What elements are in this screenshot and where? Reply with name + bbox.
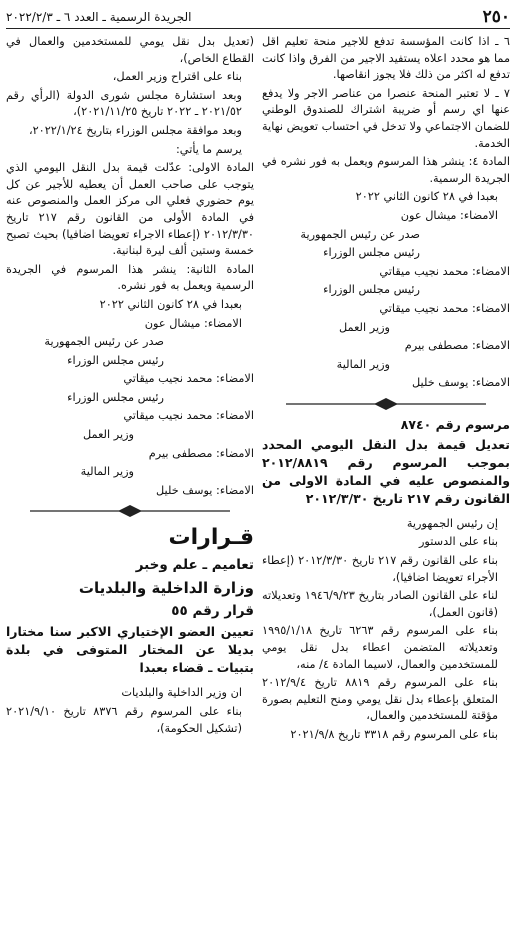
gazette-issue-info: الجريدة الرسمية ـ العدد ٦ ـ ٢٠٢٢/٢/٣ [6,10,192,24]
finance-minister-title: وزير المالية [336,357,390,371]
labor-minister-title-2: وزير العمل [83,428,134,442]
section-title: قـرارات [168,525,254,551]
decision-title: تعيين العضو الإختياري الاكبر سنا مختارا بديلا عن المختار المتوفى في بلدة بتبيات ـ قضاء بعبدا [6,624,254,676]
recital-7: (تعديل بدل نقل يومي للمستخدمين والعمال في القطاع الخاص)، [6,35,254,65]
article-4: المادة ٤: ينشر هذا المرسوم ويعمل به فور نشره في الجريدة الرسمية. [262,155,510,185]
recital-10: وبعد موافقة مجلس الوزراء بتاريخ ٢٠٢٢/١/٢٤، [28,123,242,137]
signing-date: بعبدا في ٢٨ كانون الثاني ٢٠٢٢ [355,190,498,204]
finance-minister-title-2: وزير المالية [80,465,134,479]
page-number: ٢٥٠ [482,7,510,27]
pm-title: رئيس مجلس الوزراء [323,246,420,260]
left-column [6,34,254,739]
recital-1: بناء على الدستور [418,535,498,549]
item-7: ٧ ـ لا تعتبر المنحة عنصرا من عناصر الاجر ولا يدفع عنها اي رسم أو ضريبة اشتراك للصندوق الوطني للضمان الاجتماعي ولا تدخل في احتساب تعويض نهاية الخدمة. [262,86,510,150]
page-header [6,6,510,29]
pm-title-4: رئيس مجلس الوزراء [67,390,164,404]
separator-ornament-2 [30,505,230,517]
item-6: ٦ ـ اذا كانت المؤسسة تدفع للاجير منحة تعليم اقل مما هو محدد اعلاه يستفيد الاجير من الفرق واذا كانت تدفع له اكثر من ذلك فلا يجوز انقاصها. [262,35,510,82]
signature-aoun: الامضاء: ميشال عون [400,208,498,222]
decrees-line: يرسم ما يأتي: [176,142,242,156]
recital-2: بناء على القانون رقم ٢١٧ تاريخ ٢٠١٢/٣/٣٠ (إعطاء الأجراء تعويضا اضافيا)، [262,554,498,584]
recital-6: بناء على المرسوم رقم ٣٣١٨ تاريخ ٢٠٢١/٩/٨ [290,728,498,741]
separator-ornament [286,398,486,410]
signature-khalil: الامضاء: يوسف خليل [412,376,510,390]
recital-5: بناء على المرسوم رقم ٨٨١٩ تاريخ ٢٠١٢/٩/٤ المتعلق بإعطاء بدل نقل يومي ومنح التعليم بصورة مؤقتة للمستخدمين والعمال، [262,676,498,723]
president-line: إن رئيس الجمهورية [406,516,498,530]
decision-number: قرار رقم ٥٥ [171,603,254,620]
signature-mikati-2: الامضاء: محمد نجيب ميقاتي [379,301,510,315]
signature-mikati-3: الامضاء: محمد نجيب ميقاتي [123,372,254,386]
recital-4: بناء على المرسوم رقم ٦٢٦٣ تاريخ ١٩٩٥/١/١٨ وتعديلاته المتضمن اعطاء بدل نقل يومي للمستخدمين والعمال، لاسيما المادة ٤/ منه، [262,624,498,671]
decree-title: تعديل قيمة بدل النقل اليومي المحدد بموجب المرسوم رقم ٢٠١٢/٨٨١٩ والمنصوص عليه في المادة الاولى من القانون رقم ٢١٧ تاريخ ٢٠١٢/٣/٣٠ [262,436,510,506]
right-column [262,34,510,746]
pm-title-2: رئيس مجلس الوزراء [323,283,420,297]
recital-9: وبعد استشارة مجلس شورى الدولة (الرأي رقم ٢٠٢١/٥٢ ـ ٢٠٢٢ تاريخ ٢٠٢١/١١/٢٥)، [6,88,242,119]
signature-mikati-4: الامضاء: محمد نجيب ميقاتي [123,409,254,423]
issued-by-2: صدر عن رئيس الجمهورية [44,335,164,349]
labor-minister-title: وزير العمل [339,320,390,334]
signature-mikati: الامضاء: محمد نجيب ميقاتي [379,264,510,278]
issued-by: صدر عن رئيس الجمهورية [300,227,420,241]
signature-khalil-2: الامضاء: يوسف خليل [156,483,254,497]
article-2: المادة الثانية: ينشر هذا المرسوم في الجريدة الرسمية ويعمل به فور نشره. [6,262,254,293]
pm-title-3: رئيس مجلس الوزراء [67,353,164,367]
decree-number: مرسوم رقم ٨٧٤٠ [400,416,510,432]
minister-line: ان وزير الداخلية والبلديات [121,686,242,700]
signature-bairam: الامضاء: مصطفى بيرم [404,339,510,353]
signing-date-2: بعبدا في ٢٨ كانون الثاني ٢٠٢٢ [99,297,242,311]
recital-8: بناء على اقتراح وزير العمل، [112,70,242,84]
signature-bairam-2: الامضاء: مصطفى بيرم [148,446,254,460]
article-1: المادة الاولى: عدّلت قيمة بدل النقل اليومي الذي يتوجب على صاحب العمل أن يعطيه للأجير عن كل يوم حضوري فعلي الى مركز العمل والمنصوص عنه في المادة الأولى من القانون رقم ٢١٧ تاريخ ٢٠١٢/٣/٣٠ (إعطاء الاجراء تعويضا اضافيا) بحيث تصبح خمسة وستين ألف ليرة لبنانية. [6,161,254,258]
recital-3: لناء على القانون الصادر بتاريخ ١٩٤٦/٩/٢٣ وتعديلاته (قانون العمل)، [262,589,499,619]
ministry-heading: وزارة الداخلية والبلديات [78,579,254,598]
signature-aoun-2: الامضاء: ميشال عون [144,316,242,330]
decision-recital-1: بناء على المرسوم رقم ٨٣٧٦ تاريخ ٢٠٢١/٩/١٠ (تشكيل الحكومة)، [6,705,242,735]
section-subtitle: تعاميم ـ علم وخبر [135,557,254,574]
